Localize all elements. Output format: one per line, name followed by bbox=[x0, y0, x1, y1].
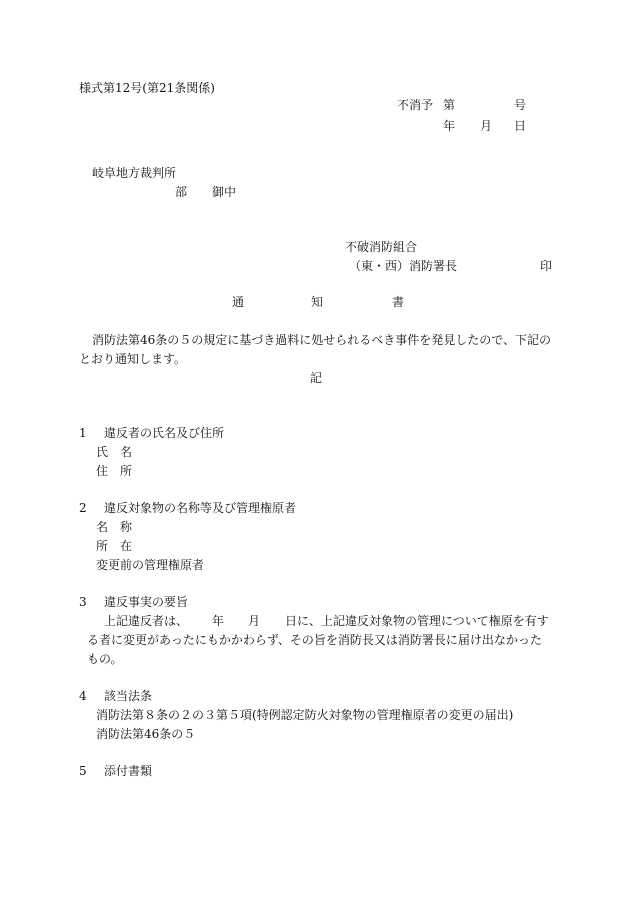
violation-text-1a: 上記違反者は、 bbox=[104, 614, 189, 628]
doc-title-char-3: 書 bbox=[392, 295, 405, 309]
applicable-article-2: 消防法第46条の５ bbox=[96, 727, 196, 741]
violation-text-2: る者に変更があったにもかかわらず、その旨を消防長又は消防署長に届け出なかった bbox=[87, 633, 542, 647]
date-day: 日 bbox=[514, 119, 527, 133]
section-3-heading: 違反事実の要旨 bbox=[104, 595, 189, 609]
doc-ref-dai: 第 bbox=[443, 98, 456, 112]
intro-line-2: とおり通知します。 bbox=[79, 352, 187, 366]
seal-mark: 印 bbox=[540, 259, 553, 273]
doc-title-char-2: 知 bbox=[311, 295, 324, 309]
date-month: 月 bbox=[480, 119, 493, 133]
section-2-heading: 違反対象物の名称等及び管理権原者 bbox=[104, 501, 297, 515]
sender-station: （東・西）消防署長 bbox=[349, 259, 458, 273]
section-3-number: 3 bbox=[79, 595, 87, 609]
intro-line-1: 消防法第46条の５の規定に基づき過料に処せられるべき事件を発見したので、下記の bbox=[92, 333, 552, 347]
section-2-number: 2 bbox=[79, 501, 87, 515]
sender-org: 不破消防組合 bbox=[345, 240, 418, 254]
recipient-bu: 部 bbox=[175, 185, 188, 199]
date-year: 年 bbox=[443, 119, 456, 133]
violation-month: 月 bbox=[248, 614, 261, 628]
section-1-heading: 違反者の氏名及び住所 bbox=[104, 426, 225, 440]
doc-ref-prefix: 不消予 bbox=[397, 98, 434, 112]
violation-year: 年 bbox=[212, 614, 225, 628]
section-4-heading: 該当法条 bbox=[104, 689, 153, 703]
violation-text-3: もの。 bbox=[87, 652, 123, 666]
previous-owner-label: 変更前の管理権原者 bbox=[96, 558, 205, 572]
applicable-article-1: 消防法第８条の２の３第５項(特例認定防火対象物の管理権原者の変更の届出) bbox=[96, 708, 514, 722]
violator-address-label: 住 所 bbox=[96, 464, 133, 478]
object-location-label: 所 在 bbox=[96, 539, 133, 553]
section-1-number: 1 bbox=[79, 426, 87, 440]
section-5-heading: 添付書類 bbox=[104, 764, 153, 778]
recipient-onchu: 御中 bbox=[212, 185, 237, 199]
section-5-number: 5 bbox=[79, 764, 87, 778]
doc-ref-go: 号 bbox=[514, 98, 527, 112]
form-label: 様式第12号(第21条関係) bbox=[79, 81, 215, 95]
object-name-label: 名 称 bbox=[96, 520, 133, 534]
violator-name-label: 氏 名 bbox=[96, 445, 133, 459]
section-4-number: 4 bbox=[79, 689, 87, 703]
violation-text-1b: 日に、上記違反対象物の管理について権原を有す bbox=[285, 614, 549, 628]
doc-title-char-1: 通 bbox=[232, 295, 245, 309]
ki-heading: 記 bbox=[310, 371, 323, 385]
recipient-court: 岐阜地方裁判所 bbox=[92, 166, 177, 180]
